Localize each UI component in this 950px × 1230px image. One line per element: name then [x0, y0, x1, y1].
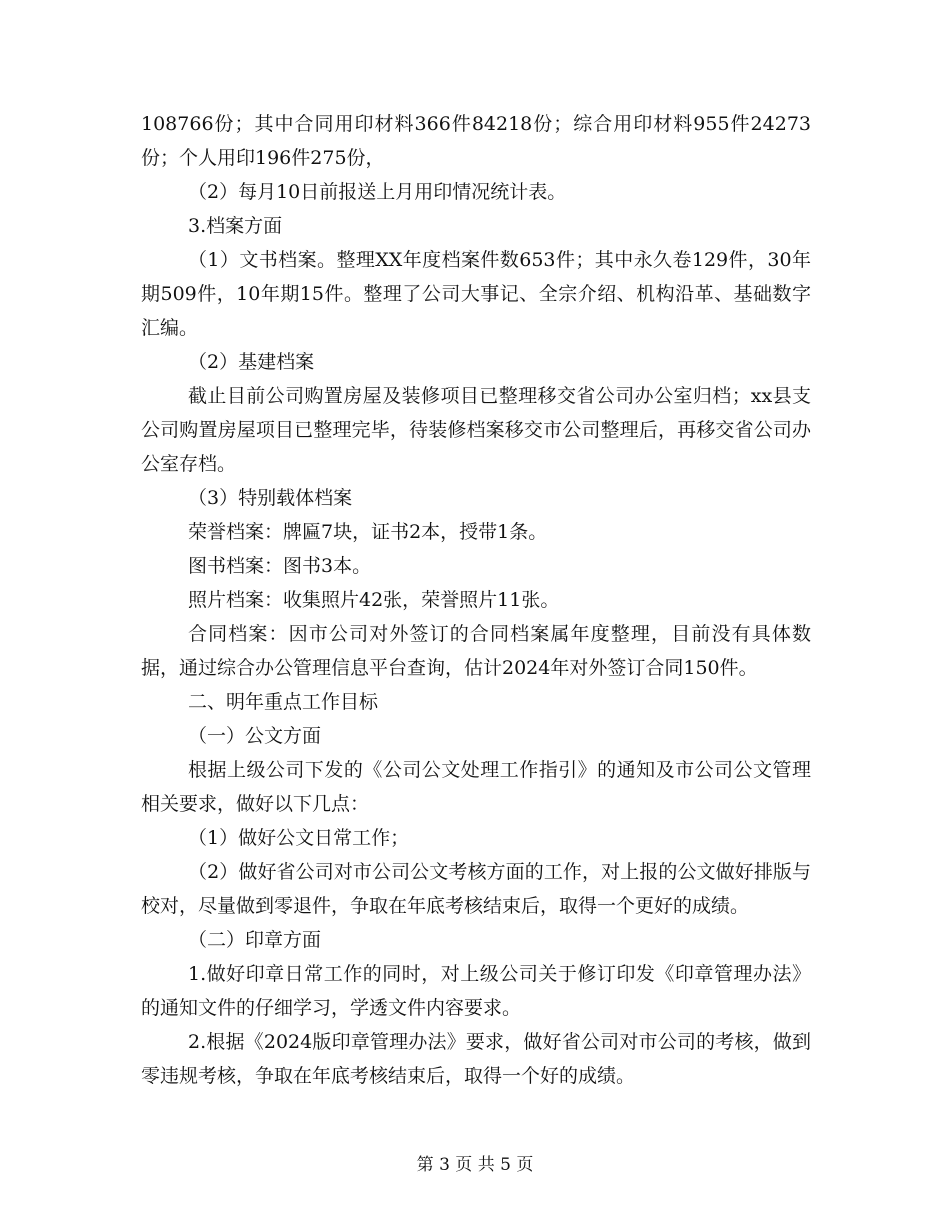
subsection-heading: （二）印章方面: [188, 929, 322, 951]
section-heading: 二、明年重点工作目标: [188, 691, 379, 713]
paragraph: 照片档案：收集照片42张，荣誉照片11张。: [188, 589, 560, 611]
subsection-heading: （3）特别载体档案: [188, 487, 353, 509]
page-number-footer: 第 3 页 共 5 页: [416, 1155, 534, 1175]
paragraph: 1.做好印章日常工作的同时，对上级公司关于修订印发《印章管理办法》的通知文件的仔细学习，学透文件内容要求。: [141, 963, 811, 1019]
paragraph: 根据上级公司下发的《公司公文处理工作指引》的通知及市公司公文管理相关要求，做好以下几点：: [141, 759, 811, 815]
document-body: [141, 107, 811, 1093]
paragraph: 2.根据《2024版印章管理办法》要求，做好省公司对市公司的考核，做到零违规考核，争取在年底考核结束后，取得一个好的成绩。: [141, 1031, 811, 1087]
paragraph: 图书档案：图书3本。: [188, 555, 372, 577]
paragraph: 合同档案：因市公司对外签订的合同档案属年度整理，目前没有具体数据，通过综合办公管理信息平台查询，估计2024年对外签订合同150件。: [141, 623, 811, 679]
paragraph: （2）每月10日前报送上月用印情况统计表。: [188, 181, 567, 203]
paragraph: 108766份；其中合同用印材料366件84218份；综合用印材料955件24273份；个人用印196件275份，: [141, 113, 811, 169]
paragraph: （1）文书档案。整理XX年度档案件数653件；其中永久卷129件，30年期509件，10年期15件。整理了公司大事记、全宗介绍、机构沿革、基础数字汇编。: [141, 249, 811, 339]
paragraph: （2）做好省公司对市公司公文考核方面的工作，对上报的公文做好排版与校对，尽量做到零退件，争取在年底考核结束后，取得一个更好的成绩。: [141, 861, 811, 917]
paragraph: （1）做好公文日常工作；: [188, 827, 410, 849]
subsection-heading: （2）基建档案: [188, 351, 315, 373]
section-heading: 3.档案方面: [188, 215, 283, 237]
paragraph: 截止目前公司购置房屋及装修项目已整理移交省公司办公室归档；xx县支公司购置房屋项目已整理完毕，待装修档案移交市公司整理后，再移交省公司办公室存档。: [141, 385, 811, 475]
subsection-heading: （一）公文方面: [188, 725, 322, 747]
paragraph: 荣誉档案：牌匾7块，证书2本，授带1条。: [188, 521, 548, 543]
